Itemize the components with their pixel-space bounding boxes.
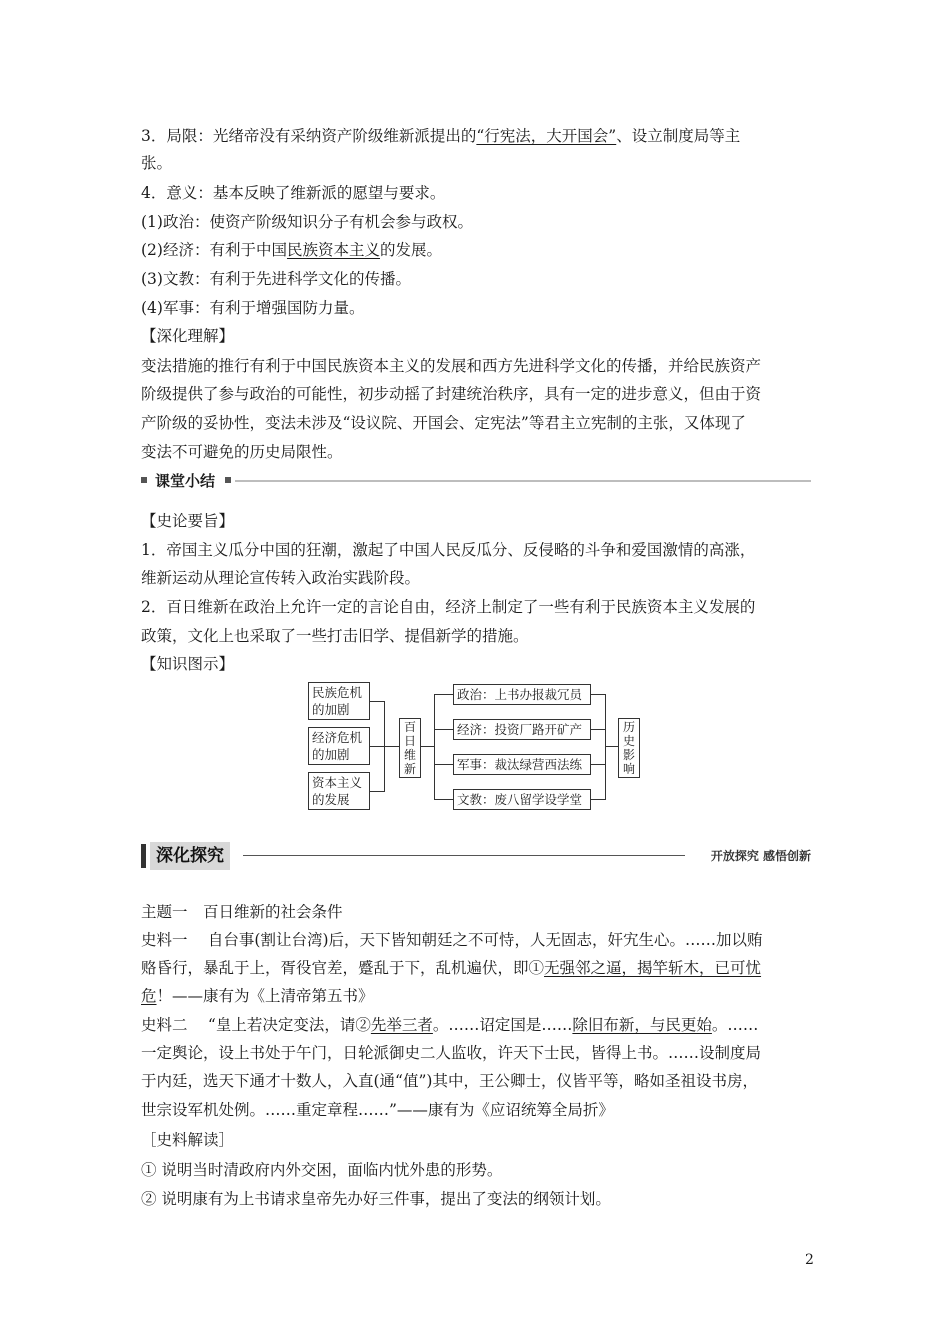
source1-line-2 — [141, 958, 811, 978]
section-divider — [235, 480, 811, 482]
connector — [605, 746, 618, 747]
measure-box-3: 军事：裁汰绿营西法练 — [453, 754, 591, 775]
limits-cont: 张。 — [141, 154, 173, 172]
summary-section-header — [141, 471, 811, 491]
economy-suffix: 的发展。 — [379, 241, 442, 259]
source2-underline-1: 先举三者 — [370, 1016, 433, 1034]
history-line-2: 维新运动从理论宣传转入政治实践阶段。 — [141, 569, 421, 587]
summary-section-title: 课堂小结 — [155, 472, 216, 490]
explore-section-header — [141, 842, 811, 870]
connector — [434, 694, 435, 800]
topic-title: 主题一 百日维新的社会条件 — [141, 903, 343, 921]
result-box: 历史影响 — [618, 718, 640, 778]
history-points-label: 【史论要旨】 — [141, 512, 235, 530]
connector — [421, 746, 434, 747]
connector — [434, 694, 453, 695]
source1-underline-end: 危 — [141, 987, 157, 1005]
source2-line-2: 一定舆论，设上书处于午门，日轮派御史二人监收，许天下士民，皆得上书。……设制度局 — [141, 1044, 762, 1062]
connector — [384, 746, 399, 747]
significance-economy — [141, 240, 811, 260]
history-line-3: 2．百日维新在政治上允许一定的言论自由，经济上制定了一些有利于民族资本主义发展的 — [141, 598, 756, 616]
source2-text-mid: 。……诏定国是…… — [432, 1016, 573, 1034]
limits-line — [141, 126, 811, 146]
source2-line-4: 世宗设军机处例。……重定章程……”——康有为《应诏统筹全局折》 — [141, 1101, 614, 1119]
square-bullet-icon — [225, 477, 231, 483]
interpret-label: ［史料解读］ — [141, 1131, 235, 1149]
source1-line-3 — [141, 986, 811, 1006]
deepen-line-4: 变法不可避免的历史局限性。 — [141, 443, 343, 461]
economy-underline: 民族资本主义 — [286, 241, 380, 259]
significance-culture: (3)文教：有利于先进科学文化的传播。 — [141, 270, 411, 288]
knowledge-map-label: 【知识图示】 — [141, 655, 235, 673]
section-bar-marker — [141, 844, 146, 868]
limits-text-suffix: 、设立制度局等主 — [616, 127, 741, 145]
cause-box-3: 资本主义的发展 — [308, 772, 370, 810]
connector — [434, 764, 453, 765]
connector — [370, 791, 384, 792]
economy-prefix: (2)经济：有利于中国 — [141, 241, 287, 259]
cause-box-2: 经济危机的加剧 — [308, 727, 370, 765]
significance-title: 4．意义：基本反映了维新派的愿望与要求。 — [141, 184, 446, 202]
connector — [370, 701, 384, 702]
source1-underline: 无强邻之逼，揭竿斩木，已可忧 — [544, 959, 762, 977]
explore-section-subtitle: 开放探究 感悟创新 — [710, 849, 811, 863]
cause-box-1: 民族危机的加剧 — [308, 682, 370, 720]
connector — [434, 729, 453, 730]
limits-text: 3．局限：光绪帝没有采纳资产阶级维新派提出的 — [141, 127, 477, 145]
connector — [370, 746, 384, 747]
significance-politics: (1)政治：使资产阶级知识分子有机会参与政权。 — [141, 213, 473, 231]
source1-text: 赂昏行，暴乱于上，胥役官差，蹙乱于下，乱机遍伏，即 — [141, 959, 529, 977]
connector — [434, 799, 453, 800]
history-line-1: 1．帝国主义瓜分中国的狂潮，激起了中国人民反瓜分、反侵略的斗争和爱国激情的高涨， — [141, 541, 756, 559]
deepen-line-3: 产阶级的妥协性，变法未涉及“设议院、开国会、定宪法”等君主立宪制的主张，又体现了 — [141, 414, 746, 432]
measure-box-2: 经济：投资厂路开矿产 — [453, 719, 591, 740]
source1-citation: ！——康有为《上清帝第五书》 — [156, 987, 374, 1005]
page-number: 2 — [805, 1252, 814, 1268]
source2-line-1 — [141, 1015, 811, 1035]
history-line-4: 政策，文化上也采取了一些打击旧学、提倡新学的措施。 — [141, 627, 529, 645]
section-divider — [243, 855, 685, 856]
explore-section-title: 深化探究 — [150, 842, 230, 870]
source1-line-1: 史料一 自台事(割让台湾)后，天下皆知朝廷之不可恃，人无固志，奸宄生心。……加以贿 — [141, 931, 763, 949]
source2-text-end: 。…… — [711, 1016, 759, 1034]
source2-underline-2: 除旧布新，与民更始 — [572, 1016, 712, 1034]
connector — [591, 764, 605, 765]
limits-quote: “行宪法，大开国会” — [476, 127, 617, 145]
connector — [591, 694, 605, 695]
measure-box-1: 政治：上书办报裁冗员 — [453, 684, 591, 705]
measure-box-4: 文教：废八留学设学堂 — [453, 789, 591, 810]
source2-text: 史料二 “皇上若决定变法，请 — [141, 1016, 356, 1034]
center-box: 百日维新 — [399, 718, 421, 778]
source2-line-3: 于内廷，选天下通才十数人，入直(通“值”)其中，王公卿士，仪皆平等，略如圣祖设书房， — [141, 1072, 758, 1090]
connector — [605, 694, 606, 800]
connector — [591, 729, 605, 730]
interpret-1: ① 说明当时清政府内外交困，面临内忧外患的形势。 — [141, 1161, 503, 1179]
knowledge-diagram — [308, 678, 646, 812]
square-bullet-icon — [141, 477, 147, 483]
marker-1: ① — [528, 959, 545, 977]
significance-military: (4)军事：有利于增强国防力量。 — [141, 299, 365, 317]
deepen-line-2: 阶级提供了参与政治的可能性，初步动摇了封建统治秩序，具有一定的进步意义，但由于资 — [141, 385, 762, 403]
deepen-label: 【深化理解】 — [141, 327, 235, 345]
deepen-line-1: 变法措施的推行有利于中国民族资本主义的发展和西方先进科学文化的传播，并给民族资产 — [141, 357, 762, 375]
marker-2: ② — [355, 1016, 371, 1034]
interpret-2: ② 说明康有为上书请求皇帝先办好三件事，提出了变法的纲领计划。 — [141, 1190, 611, 1208]
connector — [591, 799, 605, 800]
